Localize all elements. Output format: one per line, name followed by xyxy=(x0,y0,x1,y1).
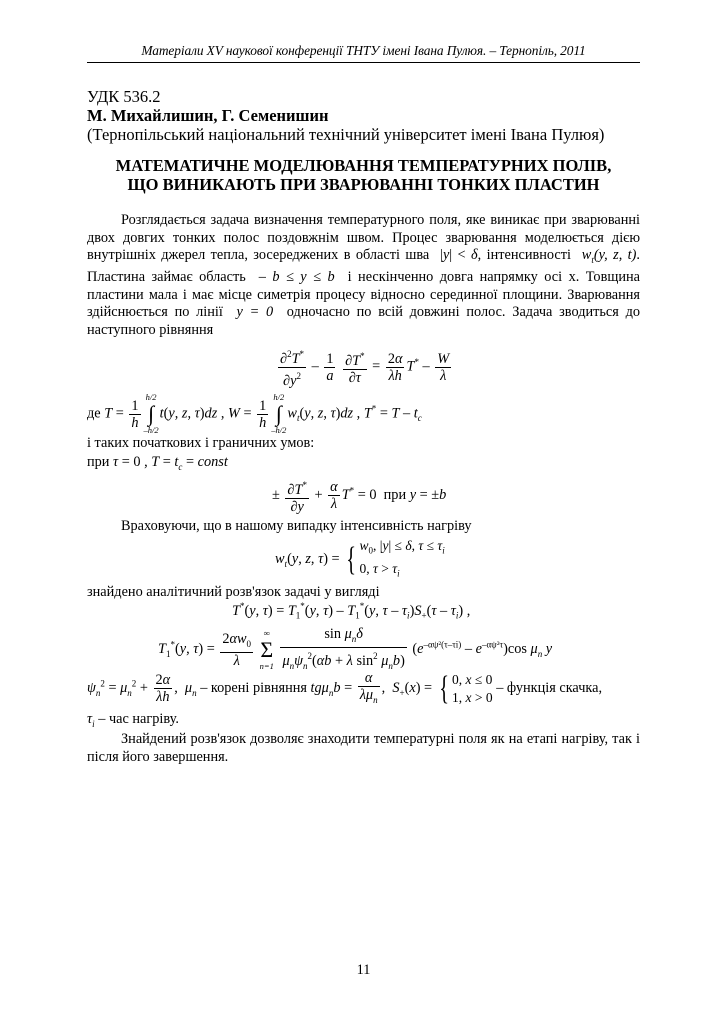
intro-text-d: і нескінченно довга напрямку осі x. Товщина пластини мала і має місце симетрія процесу відносно серединної площини. Зварювання здійснюється по лінії xyxy=(87,269,640,321)
boundary-condition: ± $\frac{\partial T^*}{\partial y}$ + $\frac{\alpha}{\lambda}$ T* = 0 при y = ±b xyxy=(272,477,446,515)
intro-text-c: . Пластина займає область xyxy=(87,247,640,286)
udk-code: УДК 536.2 xyxy=(87,87,161,106)
equation-solution: T*(y, $\tau) = T_1^*(y$, $\tau) - T_1^*(y$, τ – $\tau_i)S_+(\tau - \tau_i)$ , xyxy=(232,601,471,621)
formula-inline-domain: – b ≤ y ≤ b xyxy=(252,269,342,286)
label-de: де xyxy=(87,405,101,422)
label-pry: при xyxy=(87,454,110,470)
equation-psi: $\psi_n^2 = \mu_n^2$ + $\frac{2\alpha}{\lambda h}$ , $\mu_n$ – корені рівняння tgμ$_n$b = $\frac{\alpha}{\lambda\mu_n}$ , $S_+(x)$ = { 0, x ≤ 0 1, x > 0 – функція скачка, xyxy=(87,669,603,707)
header-rule xyxy=(87,62,640,63)
title-line-1: МАТЕМАТИЧНЕ МОДЕЛЮВАННЯ ТЕМПЕРАТУРНИХ ПОЛІВ, xyxy=(115,156,612,175)
paragraph-intensity: Враховуючи, що в нашому випадку інтенсивність нагріву xyxy=(121,518,472,534)
equation-heat: $\frac{\partial^2T^*}{\partial y^2}$ – $\frac{1}{a}$ $\frac{\partial T^*}{\partial\tau}$ = $\frac{2\alpha}{\lambda h}$ T* – $\frac{W}{\lambda}$ xyxy=(276,346,453,389)
equation-definitions: де T = $\frac{1}{h}$ h/2 ∫ –h/2 t(y, z, τ)dz , W = $\frac{1}{h}$ h/2 ∫ –h/2 $w_t(y$, z, τ)dz , $T^* = T - t_c$ xyxy=(87,392,422,435)
heating-time-line: $\tau_i$ – час нагріву. xyxy=(87,711,179,729)
formula-inline-intensity: $w_t(y$, z, t) xyxy=(576,247,637,265)
roots-text: – корені рівняння xyxy=(200,680,307,697)
initial-conditions-intro: і таких початкових і граничних умов: xyxy=(87,435,315,451)
page-number: 11 xyxy=(356,962,371,978)
formula-inline-line: y = 0 xyxy=(229,304,280,321)
intro-text-e: одночасно по всій довжині полос. Задача зводиться до наступного рівняння xyxy=(87,304,641,338)
initial-condition: при τ = 0 , $T = t_c$ = const xyxy=(87,454,228,472)
formula-inline-region: |y| < δ, xyxy=(434,247,482,263)
equation-series: $T_1^*(y$, τ) = $\frac{2\alpha w_0}{\lambda}$ ∞ Σ n=1 $\frac{\sin \mu_n\delta}{\mu_n\psi_n^2(\alpha b + \lambda \sin^2 \mu_nb)}$ $(e^{-\alpha\psi^2(\tau-\tau i)} - e^{-\alpha\psi^2\tau})\cos$ $\mu_n$ y xyxy=(158,626,553,671)
affiliation: (Тернопільський національний технічний університет імені Івана Пулюя) xyxy=(87,125,605,144)
intro-text-a: Розглядається задача визначення температурного поля, яке виникає при зварюванні двох довгих тонких полос поздовжнім швом. Процес зварювання моделюється дією внутрішніх джерел тепла, зосереджених в області шва xyxy=(87,212,640,263)
label-pry-2: при xyxy=(383,487,407,504)
paragraph-conclusion: Знайдений розв'язок дозволяє знаходити температурні поля як на етапі нагріву, так і після його завершення. xyxy=(87,731,640,765)
paragraph-solution-intro: знайдено аналітичний розв'язок задачі у вигляді xyxy=(87,584,380,600)
paper-title xyxy=(87,156,640,194)
running-header: Матеріали XV наукової конференції ТНТУ імені Івана Пулюя. – Тернопіль, 2011 xyxy=(141,43,586,58)
intro-text-b: інтенсивності xyxy=(486,247,571,263)
step-text: – функція скачка, xyxy=(496,680,603,697)
equation-intensity: $w_t(y$, z, τ) = { $w_0$, |y| ≤ δ, $\tau \le \tau_i$ 0, $\tau > \tau_i$ xyxy=(275,538,445,579)
paragraph-intro xyxy=(87,212,640,339)
title-line-2: ЩО ВИНИКАЮТЬ ПРИ ЗВАРЮВАННІ ТОНКИХ ПЛАСТИН xyxy=(127,175,600,194)
authors: М. Михайлишин, Г. Семенишин xyxy=(87,106,329,125)
heating-time-text: – час нагріву. xyxy=(98,711,179,727)
